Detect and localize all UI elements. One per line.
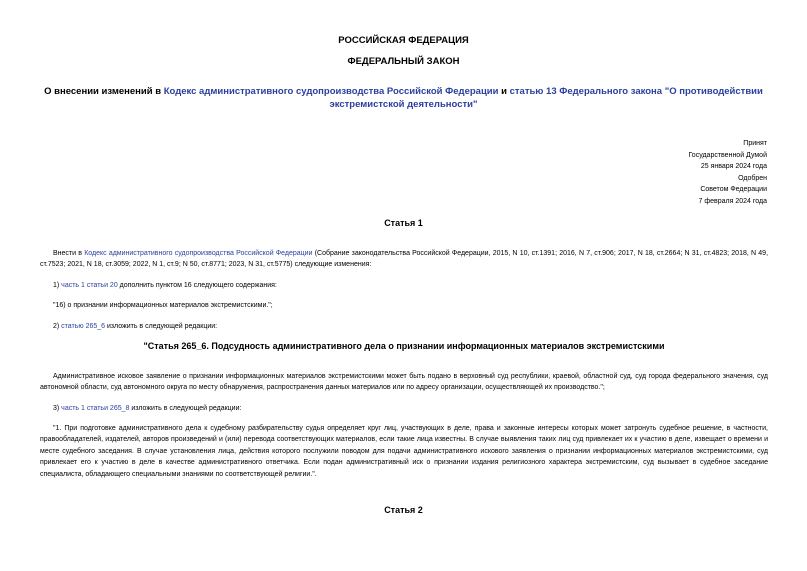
intro-link-kas[interactable]: Кодекс административного судопроизводства Российской Федерации [84,250,313,257]
adoption-line: Принят [743,140,767,147]
approval-date: 7 февраля 2024 года [698,197,767,205]
item-3-text: изложить в следующей редакции: [129,405,242,412]
item-2-num: 2) [53,323,62,330]
article-1-intro [40,248,768,271]
item-3 [40,403,768,414]
article-265-6-heading: "Статья 265_6. Подсудность административного дела о признании информационных материалов экстремистскими [143,341,665,351]
item-3-quote: "1. При подготовке административного дела к судебному разбирательству судья определяет круг лиц, участвующих в деле, права и законные интересы которых может затронуть судебное решение, в частности, правообладателей, издателей, авторов произведений и (или) перевода соответствующих материалов, если такие лица известны. В случае выявления таких лиц суд привлекает их к участию в деле, извещает о времени и месте судебного заседания. В случае установления лица, действия которого послужили поводом для подачи административного искового заявления о признании информационных материалов экстремистскими, суд привлекает его к участию в деле в качестве административного ответчика. Если подан административный иск о признании издания религиозного характера экстремистским, суд вызывает в судебное заседание специалиста, обладающего специальными знаниями по соответствующей религии.". [40,425,768,478]
adoption-line: Государственной Думой [688,151,767,159]
item-1-num: 1) [53,282,62,289]
law-title [40,85,767,111]
law-type-heading: ФЕДЕРАЛЬНЫЙ ЗАКОН [347,56,460,67]
item-2 [40,321,768,332]
title-link-kas[interactable]: Кодекс административного судопроизводства Российской Федерации [163,86,499,97]
federation-heading: РОССИЙСКАЯ ФЕДЕРАЦИЯ [338,35,469,46]
title-link-extremism-law[interactable]: статью 13 Федерального закона "О противодействии экстремистской деятельности" [329,86,763,110]
adoption-date: 25 января 2024 года [700,163,767,171]
item-1 [40,280,768,291]
approval-line: Советом Федерации [700,186,767,194]
article-265-6-text: Административное исковое заявление о признании информационных материалов экстремистскими может быть подано в верховный суд республики, краевой, областной суд, суд города федерального значения, суд автономной области, суд автономного округа по месту обнаружения, распространения данных материалов или по адресу организации, осуществляющей их производство."; [40,373,768,392]
item-2-link[interactable]: статью 265_6 [61,323,106,330]
title-middle: и [498,86,510,97]
adoption-block [567,138,767,208]
approval-line: Одобрен [738,174,767,182]
article-1-heading: Статья 1 [384,218,423,228]
item-2-text: изложить в следующей редакции: [105,323,218,330]
item-1-text: дополнить пунктом 16 следующего содержания: [117,282,277,289]
item-3-num: 3) [53,405,62,412]
item-3-link[interactable]: часть 1 статьи 265_8 [61,405,130,412]
item-1-link[interactable]: часть 1 статьи 20 [61,282,118,289]
intro-suffix: (Собрание законодательства Российской Федерации, 2015, N 10, ст.1391; 2016, N 7, ст.906; 2017, N 18, ст.2664; N 31, ст.4823; 2018, N 49, ст.7523; 2021, N 18, ст.3059; 2022, N 1, ст.9; N 50, ст.8771; 2023, N 31, ст.5775) следующие изменения: [40,250,769,269]
intro-prefix: Внести в [53,250,85,257]
article-2-heading: Статья 2 [384,505,423,515]
item-1-quote: "16) о признании информационных материалов экстремистскими."; [53,302,273,309]
title-prefix: О внесении изменений в [44,86,164,97]
